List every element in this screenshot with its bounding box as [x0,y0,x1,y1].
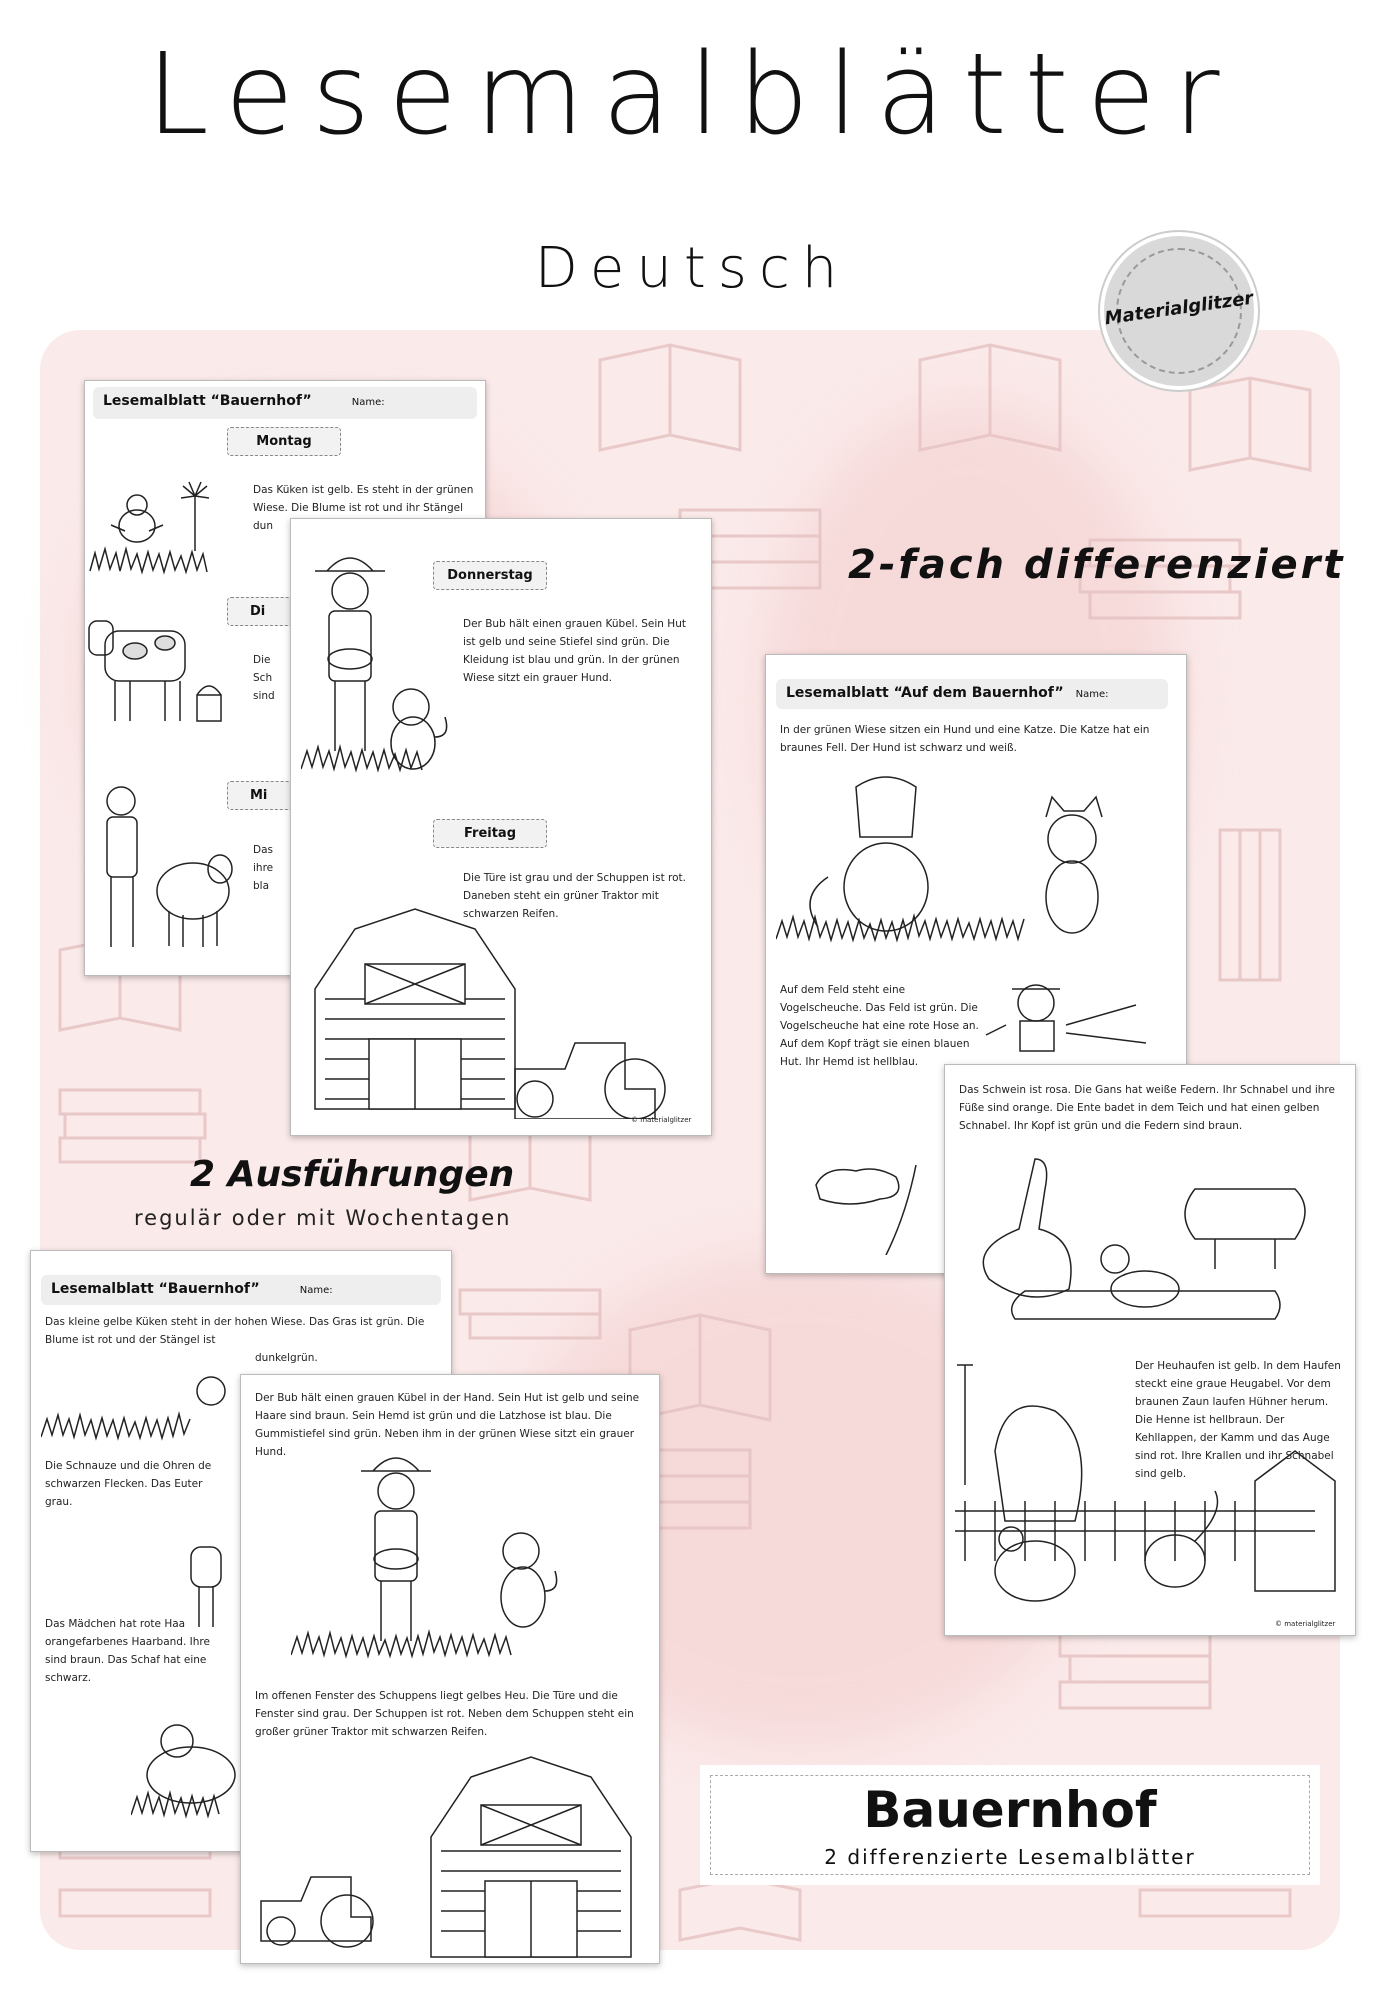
text-line: Das [253,844,273,856]
text-line: sind braun. Das Schaf hat eine [45,1654,207,1666]
worksheet-text: Der Heuhaufen ist gelb. In dem Haufen steckt eine graue Heugabel. Vor dem braunen Zaun laufen Hühner herum. Die Henne ist hellbraun. Der Kehllappen, der Kamm und das Auge sind rot. Ihre Krallen und ihr Schnabel sind gelb. [1135,1360,1341,1480]
farmer-dog-illustration [301,547,451,777]
logo-text: Materialglitzer [1103,287,1255,330]
girl-sheep-illustration [85,781,235,961]
text-line: Wiese. Die Blume ist rot und ihr Stängel [253,502,463,514]
topic-subtitle: 2 differenzierte Lesemalblätter [824,1845,1196,1869]
title-box [700,1765,1320,1885]
name-label: Name: [299,1285,333,1296]
farmer-dog-illustration [291,1451,611,1661]
text-line: Das Küken ist gelb. Es steht in der grünen [253,484,474,496]
topic-title: Bauernhof [863,1781,1157,1839]
worksheet-text: Der Bub hält einen grauen Kübel. Sein Hut ist gelb und seine Stiefel sind grün. Die Kleidung ist blau und grün. In der grünen Wiese sitzt ein grauer Hund. [463,618,686,684]
day-label: Montag [227,427,341,456]
worksheet-text: In der grünen Wiese sitzen ein Hund und eine Katze. Die Katze hat ein braunes Fell. Der Hund ist schwarz und weiß. [780,724,1150,754]
copyright: © materialglitzer [1275,1620,1336,1628]
text-line: orangefarbenes Haarband. Ihre [45,1636,210,1648]
barn-tractor-illustration [305,889,705,1119]
name-label: Name: [1075,689,1109,700]
text-line: schwarz. [45,1672,92,1684]
worksheet-title: Lesemalblatt “Bauernhof” [103,393,312,409]
worksheet-title: Lesemalblatt “Auf dem Bauernhof” [786,685,1064,701]
tractor-barn-illustration [251,1741,651,1961]
page-title: Lesemalblätter [146,30,1238,160]
page-subtitle: Deutsch [534,236,850,301]
text-line: Die Schnauze und die Ohren de [45,1460,212,1472]
text-line: schwarzen Flecken. Das Euter [45,1478,203,1490]
text-line: dunkelgrün. [255,1352,318,1364]
worksheet-preview-2 [290,518,712,1136]
text-line: sind [253,690,275,702]
day-label: Donnerstag [433,561,547,590]
name-label: Name: [351,397,385,408]
cow-illustration [181,1541,241,1631]
worksheet-text: Im offenen Fenster des Schuppens liegt gelbes Heu. Die Türe und die Fenster sind grau. Der Schuppen ist rot. Neben dem Schuppen steht ein großer grüner Traktor mit schwarzen Reifen. [255,1690,634,1738]
caption-differentiated: 2-fach differenziert [848,542,1346,588]
worksheet-text: Das Schwein ist rosa. Die Gans hat weiße Federn. Ihr Schnabel und ihre Füße sind orange. Die Ente badet in dem Teich und hat einen gelben Schnabel. Ihr Kopf ist grün und die Federn sind braun. [959,1084,1335,1132]
text-line: dun [253,520,273,532]
scarecrow-illustration [976,973,1176,1053]
dog-cat-illustration [776,767,1176,947]
worksheet-text [45,1313,445,1367]
worksheet-header [41,1275,441,1305]
worksheet-preview-6 [240,1374,660,1964]
worksheet-text: Der Bub hält einen grauen Kübel in der Hand. Sein Hut ist gelb und seine Haare sind braun. Sein Hemd ist grün und die Latzhose ist blau. Die Gummistiefel sind grün. Neben ihm in der grünen Wiese sitzt ein grauer Hund. [255,1392,640,1458]
field-illustration [786,1125,946,1255]
day-label: Freitag [433,819,547,848]
day-label: Mi [227,781,331,810]
worksheet-preview-4 [944,1064,1356,1636]
chick-flower-illustration [85,471,235,581]
worksheet-text: Die Türe ist grau und der Schuppen ist rot. Daneben steht ein grüner Traktor mit schwarzen Reifen. [463,872,686,920]
text-line: grau. [45,1496,73,1508]
day-label: Di [227,597,331,626]
text-line: ihre [253,862,274,874]
worksheet-header [776,679,1168,709]
caption-versions-sub: regulär oder mit Wochentagen [134,1206,512,1230]
worksheet-title: Lesemalblatt “Bauernhof” [51,1281,260,1297]
text-line: Die [253,654,271,666]
worksheet-header [93,387,477,419]
brand-logo [1100,232,1258,390]
worksheet-text [45,1457,245,1511]
copyright: © materialglitzer [631,1116,692,1124]
caption-versions: 2 Ausführungen [190,1154,515,1195]
goose-pig-duck-illustration [955,1149,1345,1329]
text-line: Sch [253,672,273,684]
text-line: bla [253,880,270,892]
text-line: Das kleine gelbe Küken steht in der hohen Wiese. Das Gras ist grün. Die Blume ist rot und der Stängel ist [45,1316,425,1346]
hay-chickens-fence-illustration [955,1361,1345,1621]
sheep-illustration [131,1711,241,1821]
worksheet-text: Auf dem Feld steht eine Vogelscheuche. Das Feld ist grün. Die Vogelscheuche hat eine rote Hose an. Auf dem Kopf trägt sie einen blauen Hut. Ihr Hemd ist hellblau. [780,984,979,1068]
cow-illustration [85,611,225,751]
chick-grass-illustration [41,1361,241,1441]
text-line: Das Mädchen hat rote Haa [45,1618,186,1630]
